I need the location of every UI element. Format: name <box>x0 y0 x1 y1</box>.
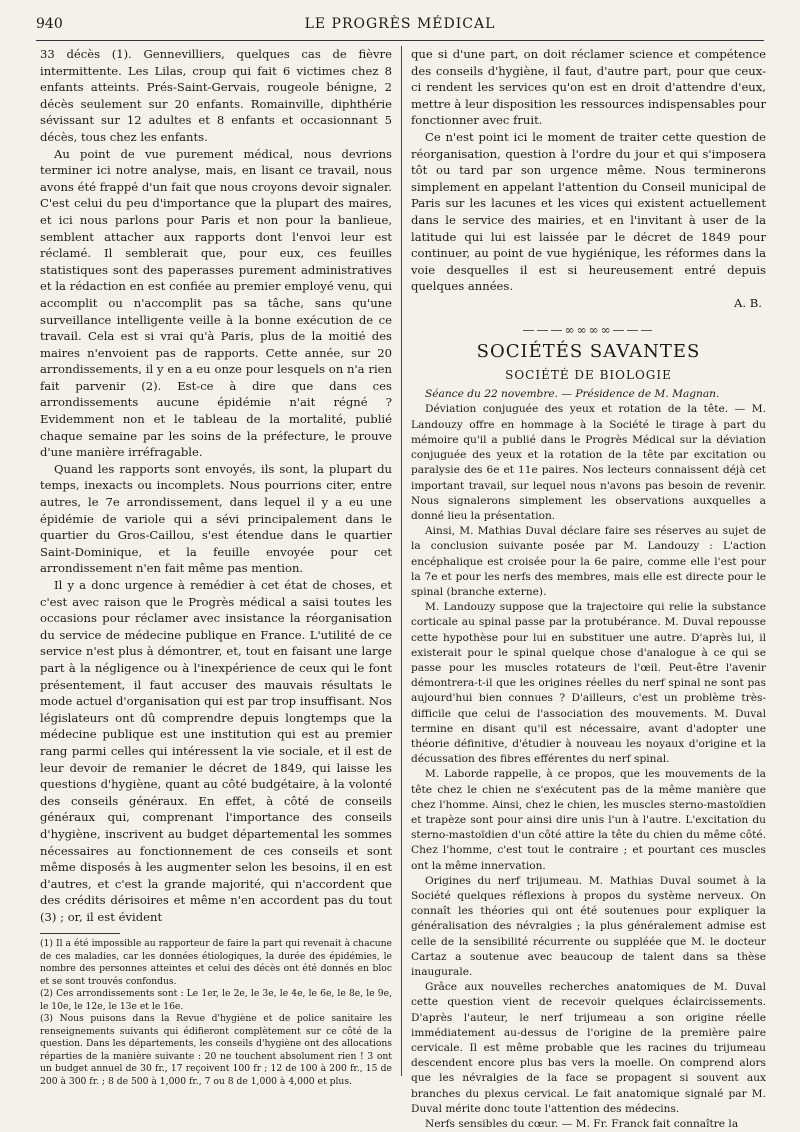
paragraph: Ainsi, M. Mathias Duval déclare faire ses réserves au sujet de la conclusion suivante posée par M. Landouzy : L'action encéphalique est croisée pour la 6e paire, comme elle l'est pour la 7e et pour les nerfs des membres, mais elle est directe pour le spinal (branche externe). <box>411 525 766 598</box>
paragraph: que si d'une part, on doit réclamer science et compétence des conseils d'hygiène, il faut, d'autre part, pour que ceux-ci rendent les services qu'on est en droit d'attendre d'eux, mettre à leur disposition les ressources indispensables pour fonctionner avec fruit. <box>411 47 766 128</box>
column-divider <box>401 46 402 1076</box>
footnote: (3) Nous puisons dans la Revue d'hygiène et de police sanitaire les renseignements suivants qui édifieront complètement sur ce côté de la question. Dans les départements, les conseils d'hygiène ont des allocations réparties de la manière suivante : 20 ne touchent absolument rien ! 3 ont un budget annuel de 30 fr., 17 reçoivent 100 fr ; 12 de 100 à 200 fr., 15 de 200 à 300 fr. ; 8 de 500 à 1,000 fr., 7 ou 8 de 1,000 à 4,000 et plus. <box>40 1013 392 1087</box>
paragraph: Il y a donc urgence à remédier à cet état de choses, et c'est avec raison que le Progrès médical a saisi toutes les occasions pour réclamer avec insistance la réorganisation du service de médecine publique en France. L'utilité de ce service n'est plus à démontrer, et, tout en faisant une large part à la négligence ou à l'inexpérience de ceux qui le font présentement, il faut accuser des mauvais résultats le mode actuel d'organisation qui est par trop insuffisant. Nos législateurs ont dû comprendre depuis longtemps que la médecine publique est une institution qui est au premier rang parmi celles qui intéressent la vie sociale, et il est de leur devoir de remanier le décret de 1849, qui laisse les questions d'hygiène, quant au côté budgétaire, à la volonté des conseils généraux. En effet, à côté de conseils généraux qui, comprenant l'importance des conseils d'hygiène, inscrivent au budget départemental les sommes nécessaires au fonctionnement de ces conseils et sont même disposés à les augmenter selon les besoins, il en est d'autres, et c'est la grande majorité, qui n'accordent que des crédits dérisoires et même n'en accordent pas du tout (3) ; or, il est évident <box>40 578 392 924</box>
ornament-divider: ———∞∞∞∞——— <box>522 322 655 337</box>
session-line: Séance du 22 novembre. — Présidence de M. Magnan. <box>425 388 720 401</box>
paragraph: Ce n'est point ici le moment de traiter cette question de réorganisation, question à l'ordre du jour et qui s'imposera tôt ou tard par son urgence même. Nous terminerons simplement en appelant l'attention du Conseil municipal de Paris sur les lacunes et les vices qui existent actuellement dans le service des mairies, et en l'invitant à user de la latitude qui lui est laissée par le décret de 1849 pour continuer, au point de vue hygiénique, les réformes dans la voie desquelles il est si heureusement entré depuis quelques années. <box>411 129 766 294</box>
page-number: 940 <box>36 16 63 32</box>
right-column <box>411 46 766 1131</box>
paragraph: M. Landouzy suppose que la trajectoire qui relie la substance corticale au spinal passe par la protubérance. M. Duval repousse cette hypothèse pour lui en substituer une autre. D'après lui, il existerait pour le spinal quelque chose d'analogue à ce qui se passe pour les muscles rotateurs de l'œil. Peut-être l'avenir démontrera-t-il que les origines réelles du nerf spinal ne sont pas aujourd'hui bien connues ? D'ailleurs, c'est un problème très-difficile que celui de l'association des mouvements. M. Duval termine en disant qu'il est nécessaire, avant d'adopter une théorie définitive, d'étudier à nouveau les noyaux d'origine et la décussation des fibres efférentes du nerf spinal. <box>411 601 766 766</box>
footnote: (1) Il a été impossible au rapporteur de faire la part qui revenait à chacune de ces maladies, car les données étiologiques, la durée des épidémies, le nombre des personnes atteintes et celui des décès ont été donnés en bloc et se sont trouvés confondus. <box>40 938 392 987</box>
paragraph: Origines du nerf trijumeau. M. Mathias Duval soumet à la Société quelques réflexions à propos du système nerveux. On connaît les théories qui ont été soutenues pour expliquer la généralisation des névralgies ; la plus généralement admise est celle de la sensibilité récurrente ou suppléée que M. le docteur Cartaz a soutenue avec beaucoup de talent dans sa thèse inaugurale. <box>411 874 766 978</box>
running-title: LE PROGRÈS MÉDICAL <box>304 16 496 32</box>
page-header <box>36 14 764 40</box>
paragraph: 33 décès (1). Gennevilliers, quelques cas de fièvre intermittente. Les Lilas, croup qui fait 6 victimes chez 8 enfants atteints. Prés-Saint-Gervais, rougeole bénigne, 2 décès seulement sur 20 enfants. Romainville, diphthérie sévissant sur 12 adultes et 8 enfants et occasionnant 5 décès, tous chez les enfants. <box>40 47 392 144</box>
paragraph: Grâce aux nouvelles recherches anatomiques de M. Duval cette question vient de recevoir quelques éclaircissements. D'après l'auteur, le nerf trijumeau a son origine réelle immédiatement au-dessus de l'origine de la première paire cervicale. Il est même probable que les racines du trijumeau descendent encore plus bas vers la moelle. On comprend alors que les névralgies de la face se propagent si souvent aux branches du plexus cervical. Le fait anatomique signalé par M. Duval mérite donc toute l'attention des médecins. <box>411 981 766 1115</box>
subsection-title: SOCIÉTÉ DE BIOLOGIE <box>505 367 672 382</box>
paragraph: Quand les rapports sont envoyés, ils sont, la plupart du temps, inexacts ou incomplets. Nous pourrions citer, entre autres, le 7e arrondissement, dans lequel il y a eu une épidémie de variole qui a sévi principalement dans le quartier du Gros-Caillou, s'est étendue dans le quartier Saint-Dominique, et la feuille envoyée pour cet arrondissement n'en fait même pas mention. <box>40 461 392 576</box>
society-report <box>411 387 766 1132</box>
header-rule <box>36 40 764 41</box>
section-title: SOCIÉTÉS SAVANTES <box>476 341 701 363</box>
footnote-rule <box>40 933 120 934</box>
paragraph: Nerfs sensibles du cœur. — M. Fr. Franck fait connaître la <box>425 1118 739 1131</box>
article-signature: A. B. <box>734 295 762 310</box>
left-column <box>40 46 392 1086</box>
paragraph: Au point de vue purement médical, nous devrions terminer ici notre analyse, mais, en lisant ce travail, nous avons été frappé d'un fait que nous croyons devoir signaler. C'est celui du peu d'importance que la plupart des maires, et ici nous parlons pour Paris et non pour la banlieue, semblent attacher aux rapports dont l'envoi leur est réclamé. Il semblerait que, pour eux, ces feuilles statistiques sont des paperasses purement administratives et la rédaction en est confiée au premier employé venu, qui accomplit ou n'accomplit pas sa tâche, sans qu'une surveillance intelligente veille à la bonne exécution de ce travail. Cela est si vrai qu'à Paris, plus de la moitié des maires n'envoient pas de rapports. Cette année, sur 20 arrondissements, il y en a eu onze pour lesquels on n'a rien fait parvenir (2). Est-ce à dire que dans ces arrondissements aucune épidémie n'ait régné ? Evidemment non et le tableau de la mortalité, publié chaque semaine par les soins de la préfecture, le prouve d'une manière irréfragable. <box>40 146 392 460</box>
paragraph: M. Laborde rappelle, à ce propos, que les mouvements de la tête chez le chien ne s'exécutent pas de la même manière que chez l'homme. Ainsi, chez le chien, les muscles sterno-mastoïdien et trapèze sont pour ainsi dire unis l'un à l'autre. L'excitation du sterno-mastoïdien d'un côté attire la tête du chien du même côté. Chez l'homme, c'est tout le contraire ; et pourtant ces muscles ont la même innervation. <box>411 768 766 872</box>
footnote: (2) Ces arrondissements sont : Le 1er, le 2e, le 3e, le 4e, le 6e, le 8e, le 9e, le 10e, le 12e, le 13e et le 16e. <box>40 988 392 1012</box>
paragraph: Déviation conjuguée des yeux et rotation de la tête. — M. Landouzy offre en hommage à la Société le tirage à part du mémoire qu'il a publié dans le Progrès Médical sur la déviation conjuguée des yeux et la rotation de la tête par excitation ou paralysie des 6e et 11e paires. Nos lecteurs connaissent déjà cet important travail, sur lequel nous n'avons pas besoin de revenir. Nous signalerons simplement les observations auxquelles a donné lieu la présentation. <box>411 403 766 522</box>
